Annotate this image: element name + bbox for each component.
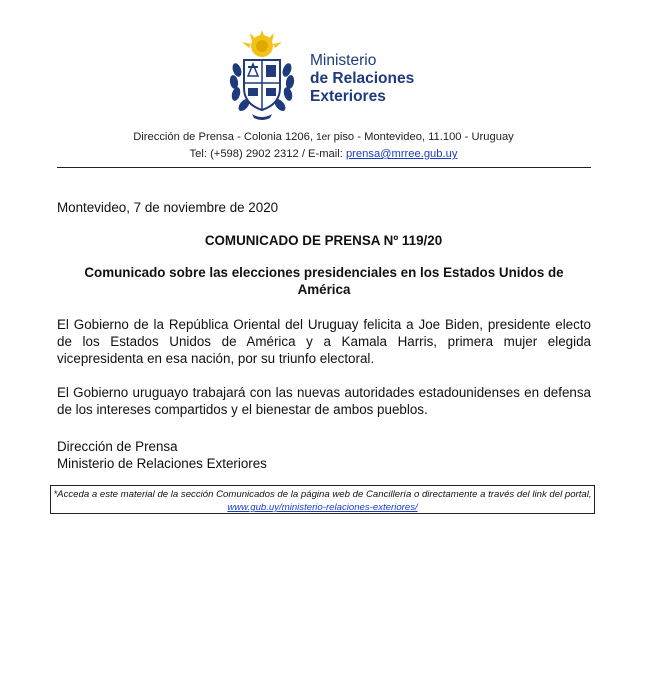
uruguay-coat-of-arms-icon xyxy=(222,30,302,122)
paragraph-2: El Gobierno uruguayo trabajará con las nuevas autoridades estadounidenses en defensa de los intereses compartidos y el bienestar de ambos pueblos. xyxy=(57,385,591,417)
address-block xyxy=(0,129,647,162)
phone-text: Tel: (+598) 2902 2312 / E-mail: xyxy=(189,148,346,160)
signature-line-2: Ministerio de Relaciones Exteriores xyxy=(57,456,267,471)
ministry-name-line1: Ministerio xyxy=(310,52,377,69)
ministry-name xyxy=(310,52,414,106)
paragraph-1: El Gobierno de la República Oriental del Uruguay felicita a Joe Biden, presidente electo de los Estados Unidos de América y a Kamala Harris, primera mujer elegida vicepresidenta en esa nación, por su triunfo electoral. xyxy=(57,317,591,366)
document-date: Montevideo, 7 de noviembre de 2020 xyxy=(57,200,279,215)
document-title: Comunicado sobre las elecciones presidenciales en los Estados Unidos de América xyxy=(84,265,564,297)
ministry-name-line2: de Relaciones xyxy=(310,70,415,87)
header-divider xyxy=(57,167,591,168)
footer-notice xyxy=(50,485,595,514)
address-part2: piso - Montevideo, 11.100 - Uruguay xyxy=(330,131,514,143)
ministry-name-line3: Exteriores xyxy=(310,88,386,105)
ministry-logo xyxy=(222,30,432,122)
email-link[interactable]: prensa@mrree.gub.uy xyxy=(345,148,458,160)
postal-address xyxy=(0,129,647,146)
address-part1: Dirección de Prensa - Colonia 1206, xyxy=(133,131,317,143)
portal-link[interactable]: www.gub.uy/ministerio-relaciones-exteriores/ xyxy=(227,502,418,513)
signature-line-1: Dirección de Prensa xyxy=(57,439,178,454)
signature xyxy=(57,438,267,472)
contact-line xyxy=(0,146,647,162)
notice-text: *Acceda a este material de la sección Comunicados de la página web de Cancillería o directamente a través del link del portal, xyxy=(53,489,592,500)
address-floor: 1er xyxy=(316,132,331,143)
communique-number: COMUNICADO DE PRENSA Nº 119/20 xyxy=(204,233,443,248)
